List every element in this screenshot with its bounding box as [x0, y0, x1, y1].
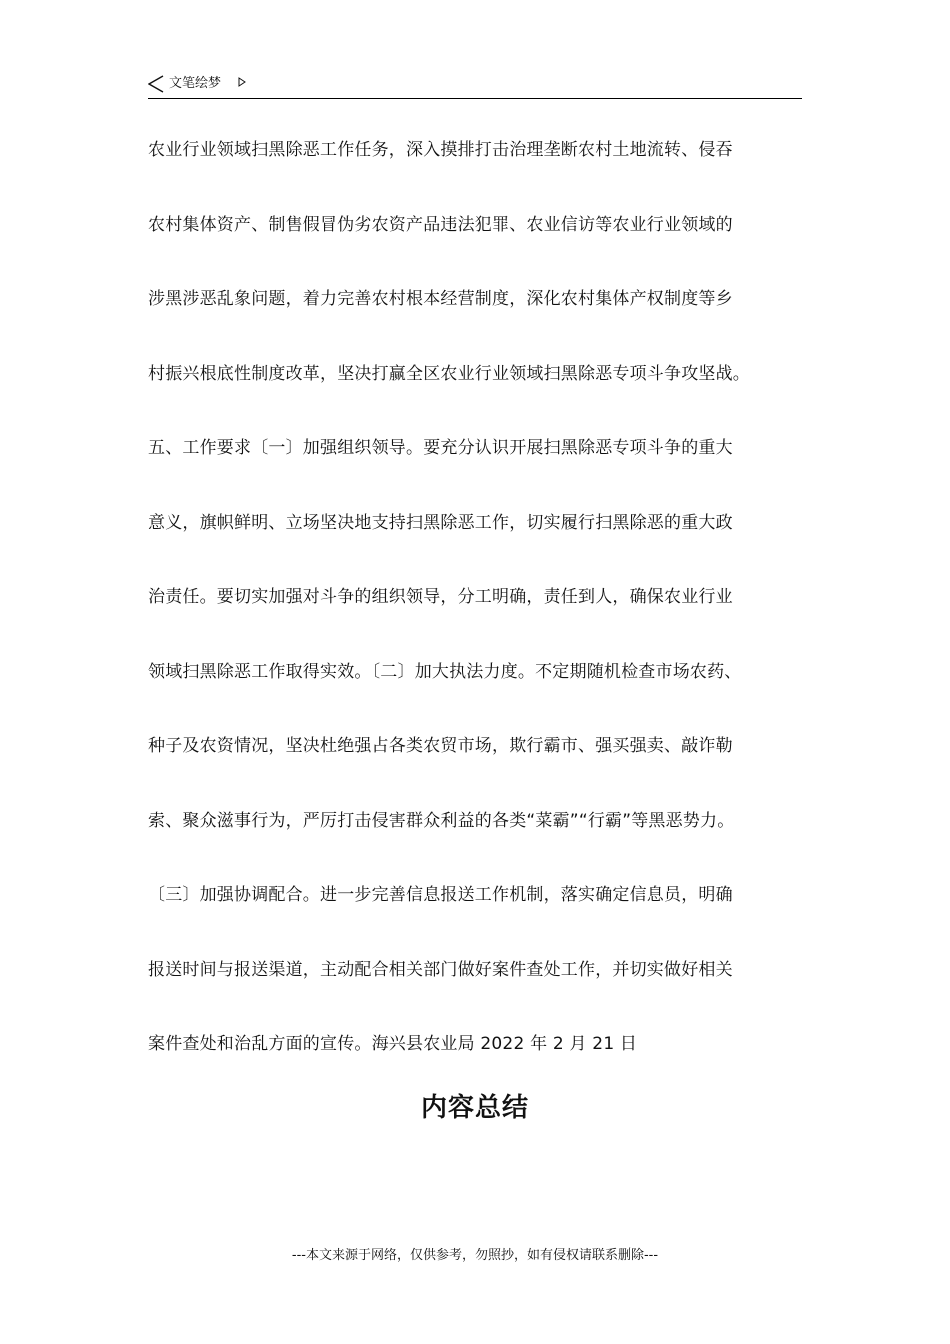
page-footer: ---本文来源于网络，仅供参考，勿照抄，如有侵权请联系删除---	[291, 1248, 659, 1263]
body-line: 报送时间与报送渠道，主动配合相关部门做好案件查处工作，并切实做好相关	[148, 959, 733, 980]
body-line: 索、聚众滋事行为，严厉打击侵害群众利益的各类“菜霸”“行霸”等黑恶势力。	[148, 810, 735, 831]
body-line: 〔三〕加强协调配合。进一步完善信息报送工作机制，落实确定信息员，明确	[148, 885, 733, 905]
body-line: 村振兴根底性制度改革，坚决打赢全区农业行业领域扫黑除恶专项斗争攻坚战。	[148, 363, 750, 384]
body-line: 农村集体资产、制售假冒伪劣农资产品违法犯罪、农业信访等农业行业领域的	[148, 214, 733, 235]
body-line: 案件查处和治乱方面的宣传。海兴县农业局 2022 年 2 月 21 日	[148, 1034, 638, 1054]
document-body	[148, 131, 828, 1100]
page-header	[148, 74, 802, 99]
triangle-left-icon	[148, 75, 164, 93]
header-title: 文笔绘梦	[169, 76, 222, 91]
body-line: 涉黑涉恶乱象问题，着力完善农村根本经营制度，深化农村集体产权制度等乡	[148, 289, 733, 309]
summary-title: 内容总结	[420, 1093, 529, 1123]
triangle-right-icon	[238, 77, 246, 87]
body-line: 种子及农资情况，坚决杜绝强占各类农贸市场，欺行霸市、强买强卖、敲诈勒	[148, 736, 733, 756]
body-line: 意义，旗帜鲜明、立场坚决地支持扫黑除恶工作，切实履行扫黑除恶的重大政	[148, 512, 733, 533]
body-line: 领域扫黑除恶工作取得实效。〔二〕加大执法力度。不定期随机检查市场农药、	[148, 661, 742, 682]
body-line: 治责任。要切实加强对斗争的组织领导，分工明确，责任到人，确保农业行业	[148, 587, 733, 607]
body-line: 农业行业领域扫黑除恶工作任务，深入摸排打击治理垄断农村土地流转、侵吞	[148, 140, 733, 160]
body-line: 五、工作要求〔一〕加强组织领导。要充分认识开展扫黑除恶专项斗争的重大	[148, 438, 733, 458]
